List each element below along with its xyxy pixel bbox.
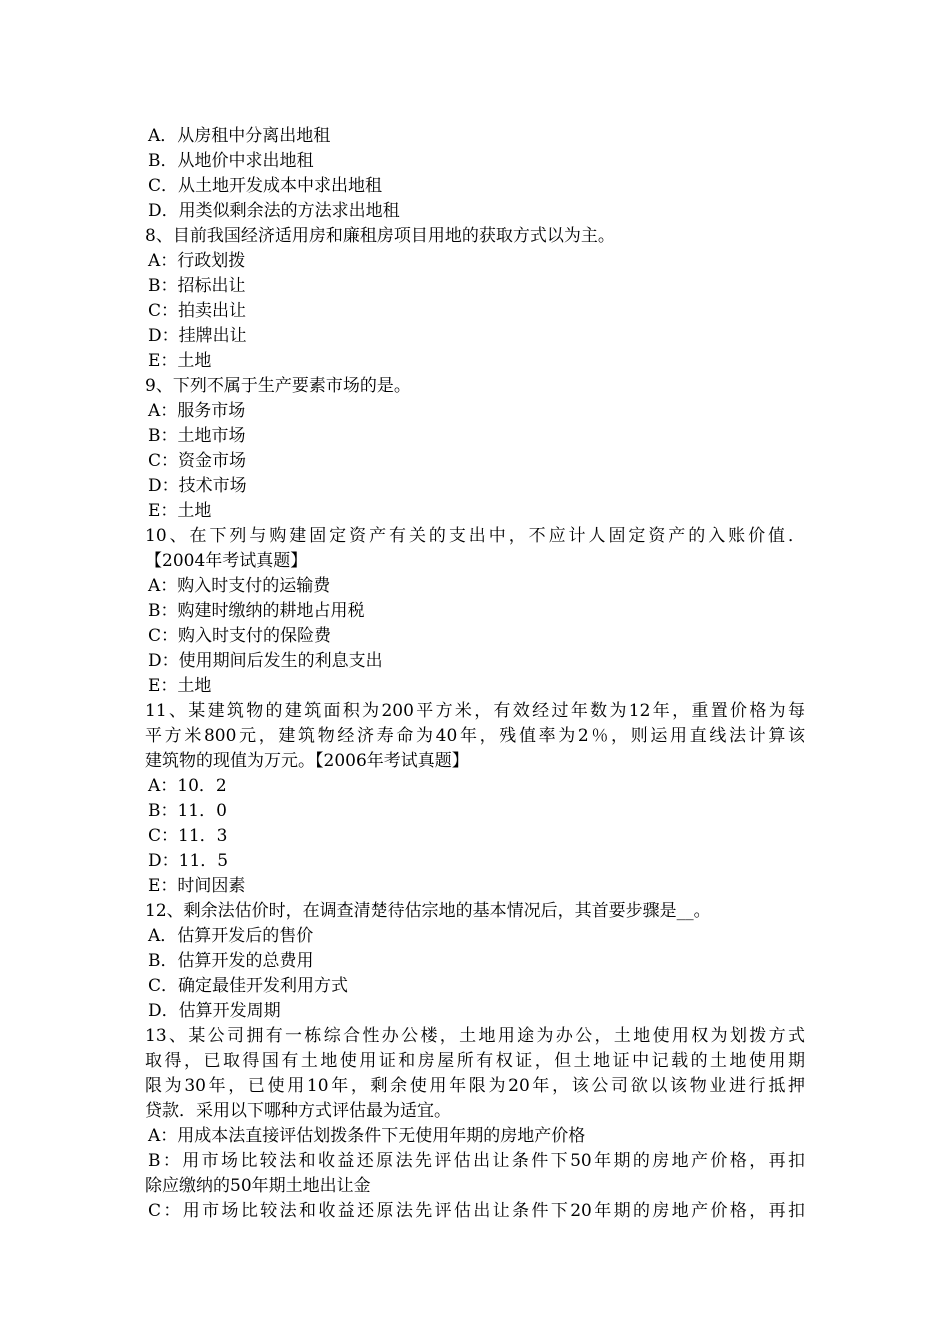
document-page xyxy=(145,124,805,1224)
option-line: E：土地 xyxy=(148,501,212,521)
option-line: B：土地市场 xyxy=(148,426,246,446)
option-line: C：资金市场 xyxy=(148,451,247,471)
question-line: 平方米800元，建筑物经济寿命为40年，残值率为2％，则运用直线法计算该 xyxy=(145,726,805,746)
option-line: E：时间因素 xyxy=(148,876,246,896)
option-line: C：拍卖出让 xyxy=(148,301,247,321)
option-line: C．确定最佳开发利用方式 xyxy=(148,976,349,996)
option-line: A：购入时支付的运输费 xyxy=(148,576,331,596)
option-line: E：土地 xyxy=(148,351,212,371)
question-line: 8、目前我国经济适用房和廉租房项目用地的获取方式以为主。 xyxy=(145,226,615,246)
option-line: A．估算开发后的售价 xyxy=(148,926,314,946)
option-line: D：使用期间后发生的利息支出 xyxy=(148,651,383,671)
question-line: 取得，已取得国有土地使用证和房屋所有权证，但土地证中记载的土地使用期 xyxy=(145,1051,805,1071)
option-line: A：行政划拨 xyxy=(148,251,246,271)
question-line: 除应缴纳的50年期土地出让金 xyxy=(145,1176,371,1196)
option-line: B：招标出让 xyxy=(148,276,246,296)
question-line: 【2004年考试真题】 xyxy=(145,551,308,571)
option-line: B．估算开发的总费用 xyxy=(148,951,314,971)
option-line: A：用成本法直接评估划拨条件下无使用年期的房地产价格 xyxy=(148,1126,586,1146)
document-body xyxy=(145,124,805,1224)
option-line: C．从土地开发成本中求出地租 xyxy=(148,176,383,196)
option-line: D：技术市场 xyxy=(148,476,247,496)
option-line: C：用市场比较法和收益还原法先评估出让条件下20年期的房地产价格，再扣 xyxy=(148,1201,805,1221)
option-line: E：土地 xyxy=(148,676,212,696)
option-line: A．从房租中分离出地租 xyxy=(148,126,331,146)
option-line: D．用类似剩余法的方法求出地租 xyxy=(148,201,400,221)
option-line: B：用市场比较法和收益还原法先评估出让条件下50年期的房地产价格，再扣 xyxy=(148,1151,805,1171)
option-line: D．估算开发周期 xyxy=(148,1001,281,1021)
option-line: A：10．2 xyxy=(148,776,227,796)
question-line: 贷款．采用以下哪种方式评估最为适宜。 xyxy=(145,1101,451,1121)
option-line: C：购入时支付的保险费 xyxy=(148,626,332,646)
option-line: D：11．5 xyxy=(148,851,229,871)
option-line: A：服务市场 xyxy=(148,401,246,421)
question-line: 12、剩余法估价时，在调查清楚待估宗地的基本情况后，其首要步骤是__。 xyxy=(145,901,711,921)
question-line: 10、在下列与购建固定资产有关的支出中，不应计人固定资产的入账价值． xyxy=(145,526,805,546)
question-line: 限为30年，已使用10年，剩余使用年限为20年，该公司欲以该物业进行抵押 xyxy=(145,1076,805,1096)
question-line: 13、某公司拥有一栋综合性办公楼，土地用途为办公，土地使用权为划拨方式 xyxy=(145,1026,805,1046)
option-line: D：挂牌出让 xyxy=(148,326,247,346)
question-line: 11、某建筑物的建筑面积为200平方米，有效经过年数为12年，重置价格为每 xyxy=(145,701,805,721)
option-line: B：购建时缴纳的耕地占用税 xyxy=(148,601,365,621)
option-line: C：11．3 xyxy=(148,826,228,846)
question-line: 建筑物的现值为万元。【2006年考试真题】 xyxy=(145,751,469,771)
question-line: 9、下列不属于生产要素市场的是。 xyxy=(145,376,411,396)
option-line: B：11．0 xyxy=(148,801,227,821)
option-line: B．从地价中求出地租 xyxy=(148,151,314,171)
